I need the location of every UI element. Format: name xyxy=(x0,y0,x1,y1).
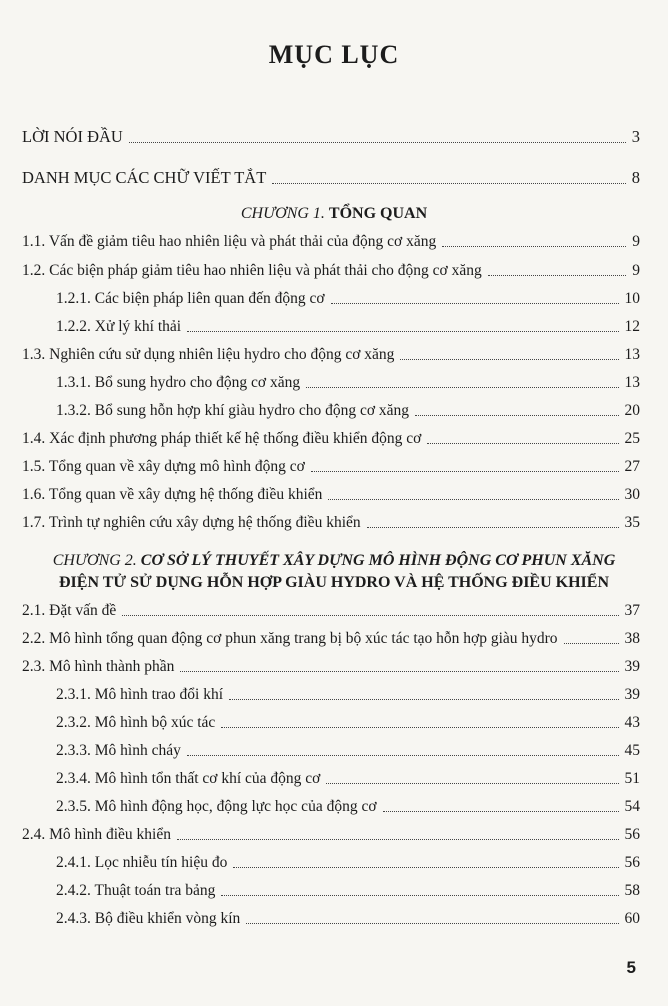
dot-leader xyxy=(306,387,618,388)
dot-leader xyxy=(246,923,618,924)
toc-entry-page: 56 xyxy=(624,854,640,871)
dot-leader xyxy=(400,359,618,360)
toc-entry-text: 1.2.2. Xử lý khí thải xyxy=(56,318,182,335)
toc-entry-text: 1.2.1. Các biện pháp liên quan đến động cơ xyxy=(56,290,325,307)
toc-entry-text: 1.1. Vấn đề giảm tiêu hao nhiên liệu và phát thải của động cơ xăng xyxy=(22,233,437,250)
toc-entry-text: DANH MỤC CÁC CHỮ VIẾT TẮT xyxy=(22,168,267,187)
dot-leader xyxy=(229,699,618,700)
toc-entry-text: 1.3.2. Bổ sung hỗn hợp khí giàu hydro cho động cơ xăng xyxy=(56,402,410,419)
toc-entry[interactable] xyxy=(56,910,640,928)
dot-leader xyxy=(272,183,625,184)
toc-entry-text: 2.3.2. Mô hình bộ xúc tác xyxy=(56,714,216,731)
dot-leader xyxy=(187,755,619,756)
page-title: MỤC LỤC xyxy=(268,40,400,69)
dot-leader xyxy=(564,643,619,644)
toc-entry[interactable] xyxy=(56,882,640,900)
toc-entry-page: 58 xyxy=(624,882,640,899)
dot-leader xyxy=(122,615,618,616)
toc-entry[interactable] xyxy=(22,658,640,676)
dot-leader xyxy=(367,527,619,528)
toc-entry[interactable] xyxy=(56,742,640,760)
toc-entry-text: 1.5. Tổng quan về xây dựng mô hình động cơ xyxy=(22,458,305,475)
toc-entry-page: 9 xyxy=(632,262,640,279)
toc-entry-text: 1.6. Tổng quan về xây dựng hệ thống điều khiển xyxy=(22,486,323,503)
toc-entry-page: 25 xyxy=(624,430,640,447)
dot-leader xyxy=(180,671,618,672)
toc-entry-text: 2.3. Mô hình thành phần xyxy=(22,658,175,675)
toc-entry[interactable] xyxy=(56,318,640,336)
toc-entry[interactable] xyxy=(22,346,640,364)
toc-entry[interactable] xyxy=(56,714,640,732)
toc-entry-text: 2.3.4. Mô hình tổn thất cơ khí của động cơ xyxy=(56,770,321,787)
toc-entry-text: 2.4.1. Lọc nhiễu tín hiệu đo xyxy=(56,854,228,871)
dot-leader xyxy=(415,415,618,416)
toc-entry[interactable] xyxy=(22,602,640,620)
toc-entry[interactable] xyxy=(56,374,640,392)
toc-entry[interactable] xyxy=(22,233,640,251)
toc-entry-page: 10 xyxy=(624,290,640,307)
toc-entry-page: 54 xyxy=(624,798,640,815)
toc-entry-text: 2.3.3. Mô hình cháy xyxy=(56,742,181,759)
dot-leader xyxy=(427,443,618,444)
toc-entry[interactable] xyxy=(22,458,640,476)
toc-entry-page: 60 xyxy=(624,910,640,927)
toc-entry-page: 13 xyxy=(624,346,640,363)
dot-leader xyxy=(328,499,618,500)
toc-entry-page: 56 xyxy=(624,826,640,843)
dot-leader xyxy=(331,303,619,304)
chapter-title: TỔNG QUAN xyxy=(328,205,428,222)
chapter-1-heading[interactable] xyxy=(0,205,668,223)
dot-leader xyxy=(488,275,627,276)
toc-entry[interactable] xyxy=(22,630,640,648)
toc-entry[interactable] xyxy=(56,290,640,308)
toc-entry-page: 3 xyxy=(631,127,640,146)
toc-entry-text: 2.2. Mô hình tổng quan động cơ phun xăng trang bị bộ xúc tác tạo hỗn hợp giàu hydro xyxy=(22,630,558,647)
toc-entry-text: LỜI NÓI ĐẦU xyxy=(22,127,123,146)
chapter-title: CƠ SỞ LÝ THUYẾT XÂY DỰNG MÔ HÌNH ĐỘNG CƠ PHUN XĂNG xyxy=(140,552,616,569)
toc-entry[interactable] xyxy=(22,514,640,532)
toc-entry[interactable] xyxy=(56,770,640,788)
dot-leader xyxy=(442,246,626,247)
toc-entry-page: 35 xyxy=(624,514,640,531)
toc-entry-text: 1.3. Nghiên cứu sử dụng nhiên liệu hydro cho động cơ xăng xyxy=(22,346,395,363)
dot-leader xyxy=(311,471,619,472)
toc-entry-page: 27 xyxy=(624,458,640,475)
toc-entry[interactable] xyxy=(56,402,640,420)
toc-entry-text: 1.7. Trình tự nghiên cứu xây dựng hệ thống điều khiển xyxy=(22,514,361,531)
dot-leader xyxy=(221,727,618,728)
toc-entry[interactable] xyxy=(56,854,640,872)
toc-entry[interactable] xyxy=(22,486,640,504)
toc-entry-page: 43 xyxy=(624,714,640,731)
toc-entry[interactable] xyxy=(22,826,640,844)
toc-entry-page: 13 xyxy=(624,374,640,391)
toc-entry-text: 1.2. Các biện pháp giảm tiêu hao nhiên liệu và phát thải cho động cơ xăng xyxy=(22,262,482,279)
toc-entry-page: 39 xyxy=(624,658,640,675)
toc-entry-text: 2.3.5. Mô hình động học, động lực học của động cơ xyxy=(56,798,377,815)
toc-entry-page: 38 xyxy=(624,630,640,647)
toc-entry-text: 2.4.2. Thuật toán tra bảng xyxy=(56,882,216,899)
dot-leader xyxy=(221,895,618,896)
toc-entry-page: 30 xyxy=(624,486,640,503)
toc-entry-text: 2.4. Mô hình điều khiển xyxy=(22,826,171,843)
toc-entry-page: 20 xyxy=(624,402,640,419)
chapter-2-heading-line2: ĐIỆN TỬ SỬ DỤNG HỖN HỢP GIÀU HYDRO VÀ HỆ THỐNG ĐIỀU KHIỂN xyxy=(59,574,609,591)
toc-entry-abbreviations[interactable] xyxy=(22,168,640,188)
toc-entry-page: 9 xyxy=(632,233,640,250)
toc-entry-text: 1.4. Xác định phương pháp thiết kế hệ thống điều khiển động cơ xyxy=(22,430,422,447)
toc-entry-text: 2.3.1. Mô hình trao đổi khí xyxy=(56,686,224,703)
dot-leader xyxy=(383,811,619,812)
dot-leader xyxy=(129,142,626,143)
dot-leader xyxy=(187,331,618,332)
toc-entry-page: 37 xyxy=(624,602,640,619)
toc-entry[interactable] xyxy=(22,262,640,280)
toc-entry[interactable] xyxy=(22,430,640,448)
toc-entry-page: 8 xyxy=(631,168,640,187)
toc-entry-text: 1.3.1. Bổ sung hydro cho động cơ xăng xyxy=(56,374,301,391)
toc-entry-preface[interactable] xyxy=(22,127,640,147)
toc-entry-text: 2.4.3. Bộ điều khiển vòng kín xyxy=(56,910,241,927)
toc-entry[interactable] xyxy=(56,798,640,816)
toc-entry-page: 12 xyxy=(624,318,640,335)
page-number: 5 xyxy=(626,958,636,977)
toc-entry-text: 2.1. Đặt vấn đề xyxy=(22,602,117,619)
toc-entry-page: 39 xyxy=(624,686,640,703)
toc-entry[interactable] xyxy=(56,686,640,704)
dot-leader xyxy=(233,867,618,868)
dot-leader xyxy=(326,783,618,784)
chapter-label: CHƯƠNG 2. xyxy=(52,552,137,569)
dot-leader xyxy=(177,839,619,840)
chapter-2-heading[interactable] xyxy=(0,552,668,570)
chapter-label: CHƯƠNG 1. xyxy=(240,205,325,222)
toc-entry-page: 45 xyxy=(624,742,640,759)
toc-entry-page: 51 xyxy=(624,770,640,787)
